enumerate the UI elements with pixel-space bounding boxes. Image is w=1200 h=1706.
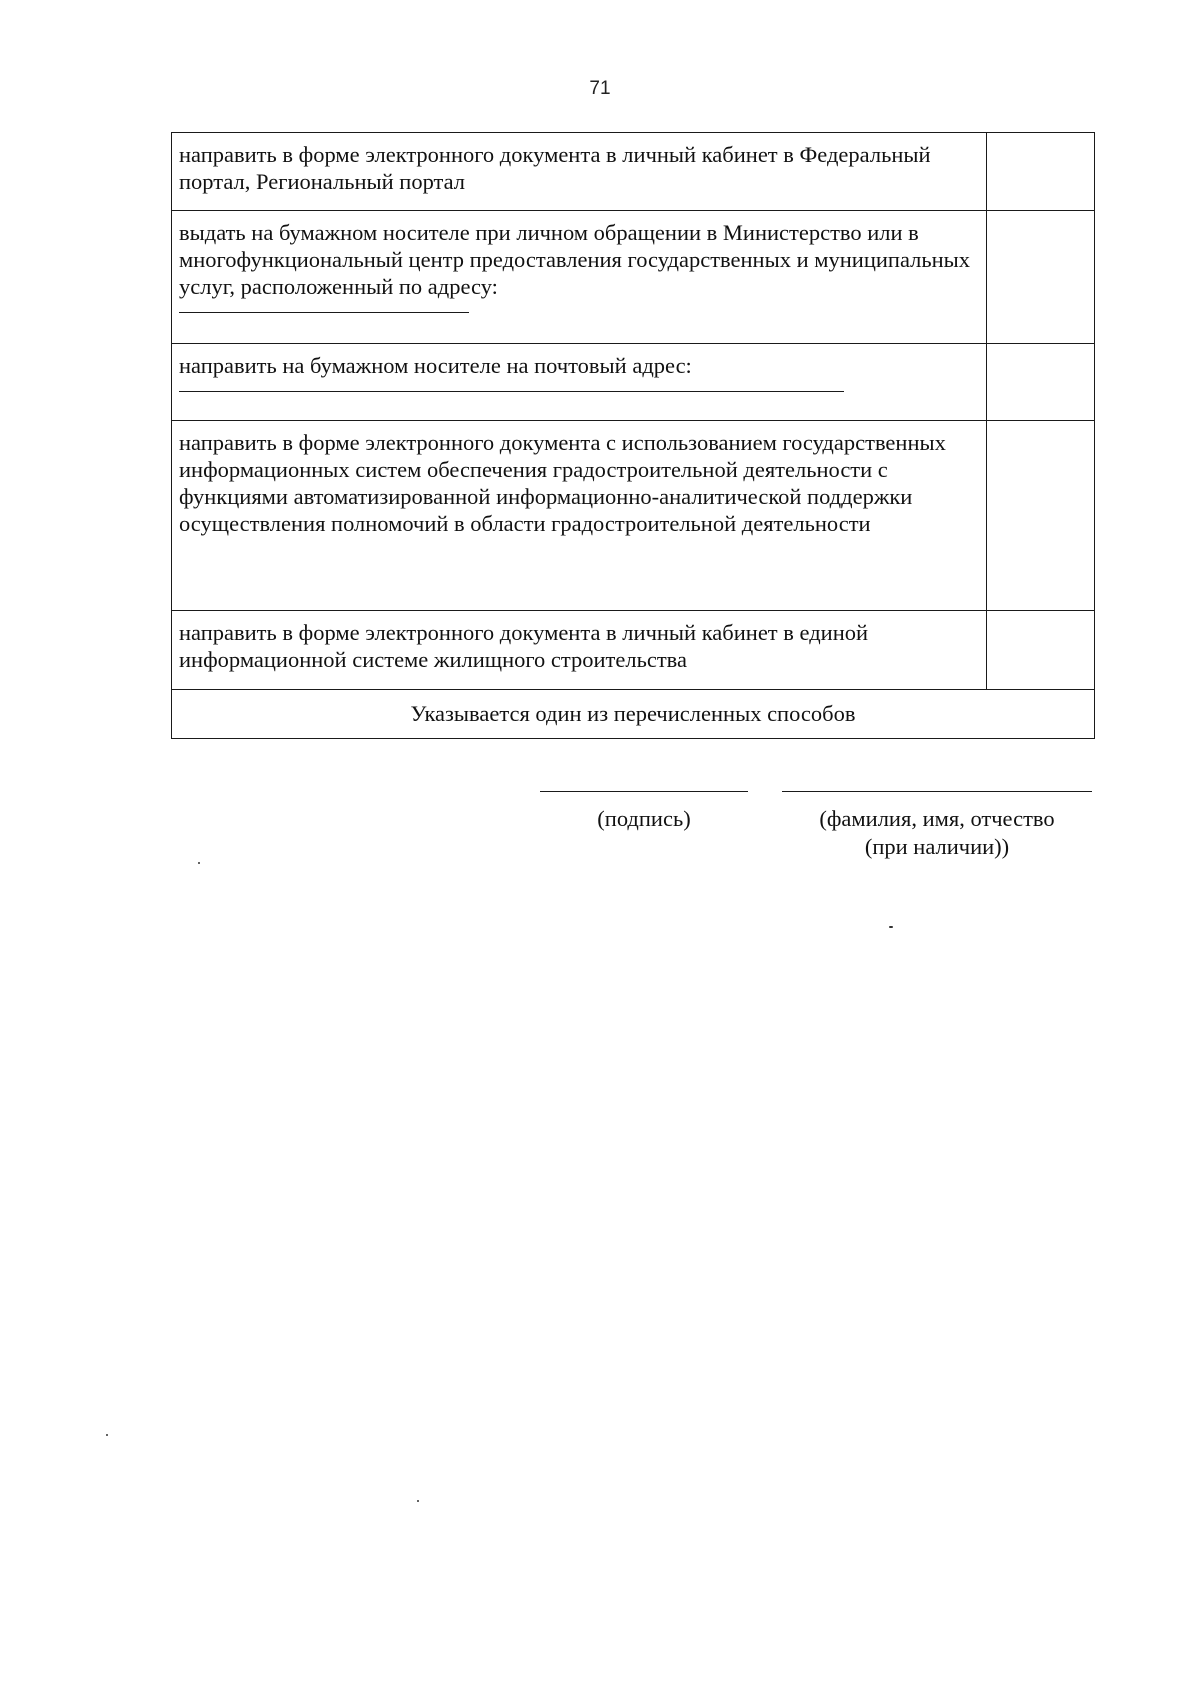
option-text: направить в форме электронного документа в личный кабинет в единой информационной системе жилищного строительства xyxy=(179,620,869,672)
option-text: выдать на бумажном носителе при личном обращении в Министерство или в многофункциональный центр предоставления государственных и муниципальных услуг, расположенный по адресу: xyxy=(179,220,971,299)
full-name-caption-line1: (фамилия, имя, отчество xyxy=(819,806,1055,831)
option-checkbox-cell[interactable] xyxy=(987,421,1095,611)
delivery-options-table xyxy=(171,132,1095,739)
option-row xyxy=(172,611,1095,690)
scan-speck xyxy=(417,1500,419,1502)
option-row xyxy=(172,421,1095,611)
signature-caption: (подпись) xyxy=(597,806,691,831)
note-row xyxy=(172,690,1095,739)
option-row xyxy=(172,133,1095,211)
option-text: направить в форме электронного документа в личный кабинет в Федеральный портал, Региональный портал xyxy=(179,142,931,194)
option-checkbox-cell[interactable] xyxy=(987,611,1095,690)
option-text-cell xyxy=(172,611,987,690)
option-text-cell xyxy=(172,211,987,344)
full-name-line xyxy=(782,791,1092,792)
address-fill-line xyxy=(179,300,469,313)
scan-speck xyxy=(106,1434,108,1436)
option-text-cell xyxy=(172,421,987,611)
note-cell: Указывается один из перечисленных способов xyxy=(172,690,1095,739)
option-text: направить в форме электронного документа с использованием государственных информационных систем обеспечения градостроительной деятельности с функциями автоматизированной информационно-аналитической поддержки осуществления полномочий в области градостроительной деятельности xyxy=(179,430,946,536)
scan-speck xyxy=(198,862,200,864)
signature-line xyxy=(540,791,748,792)
option-checkbox-cell[interactable] xyxy=(987,344,1095,421)
scan-speck xyxy=(889,926,893,928)
option-text: направить на бумажном носителе на почтовый адрес: xyxy=(179,353,692,378)
option-row xyxy=(172,211,1095,344)
postal-address-fill-line xyxy=(179,379,844,392)
option-checkbox-cell[interactable] xyxy=(987,133,1095,211)
option-text-cell xyxy=(172,133,987,211)
option-text-cell xyxy=(172,344,987,421)
full-name-caption-line2: (при наличии)) xyxy=(864,834,1010,859)
option-row xyxy=(172,344,1095,421)
page-number: 71 xyxy=(589,78,611,99)
option-checkbox-cell[interactable] xyxy=(987,211,1095,344)
